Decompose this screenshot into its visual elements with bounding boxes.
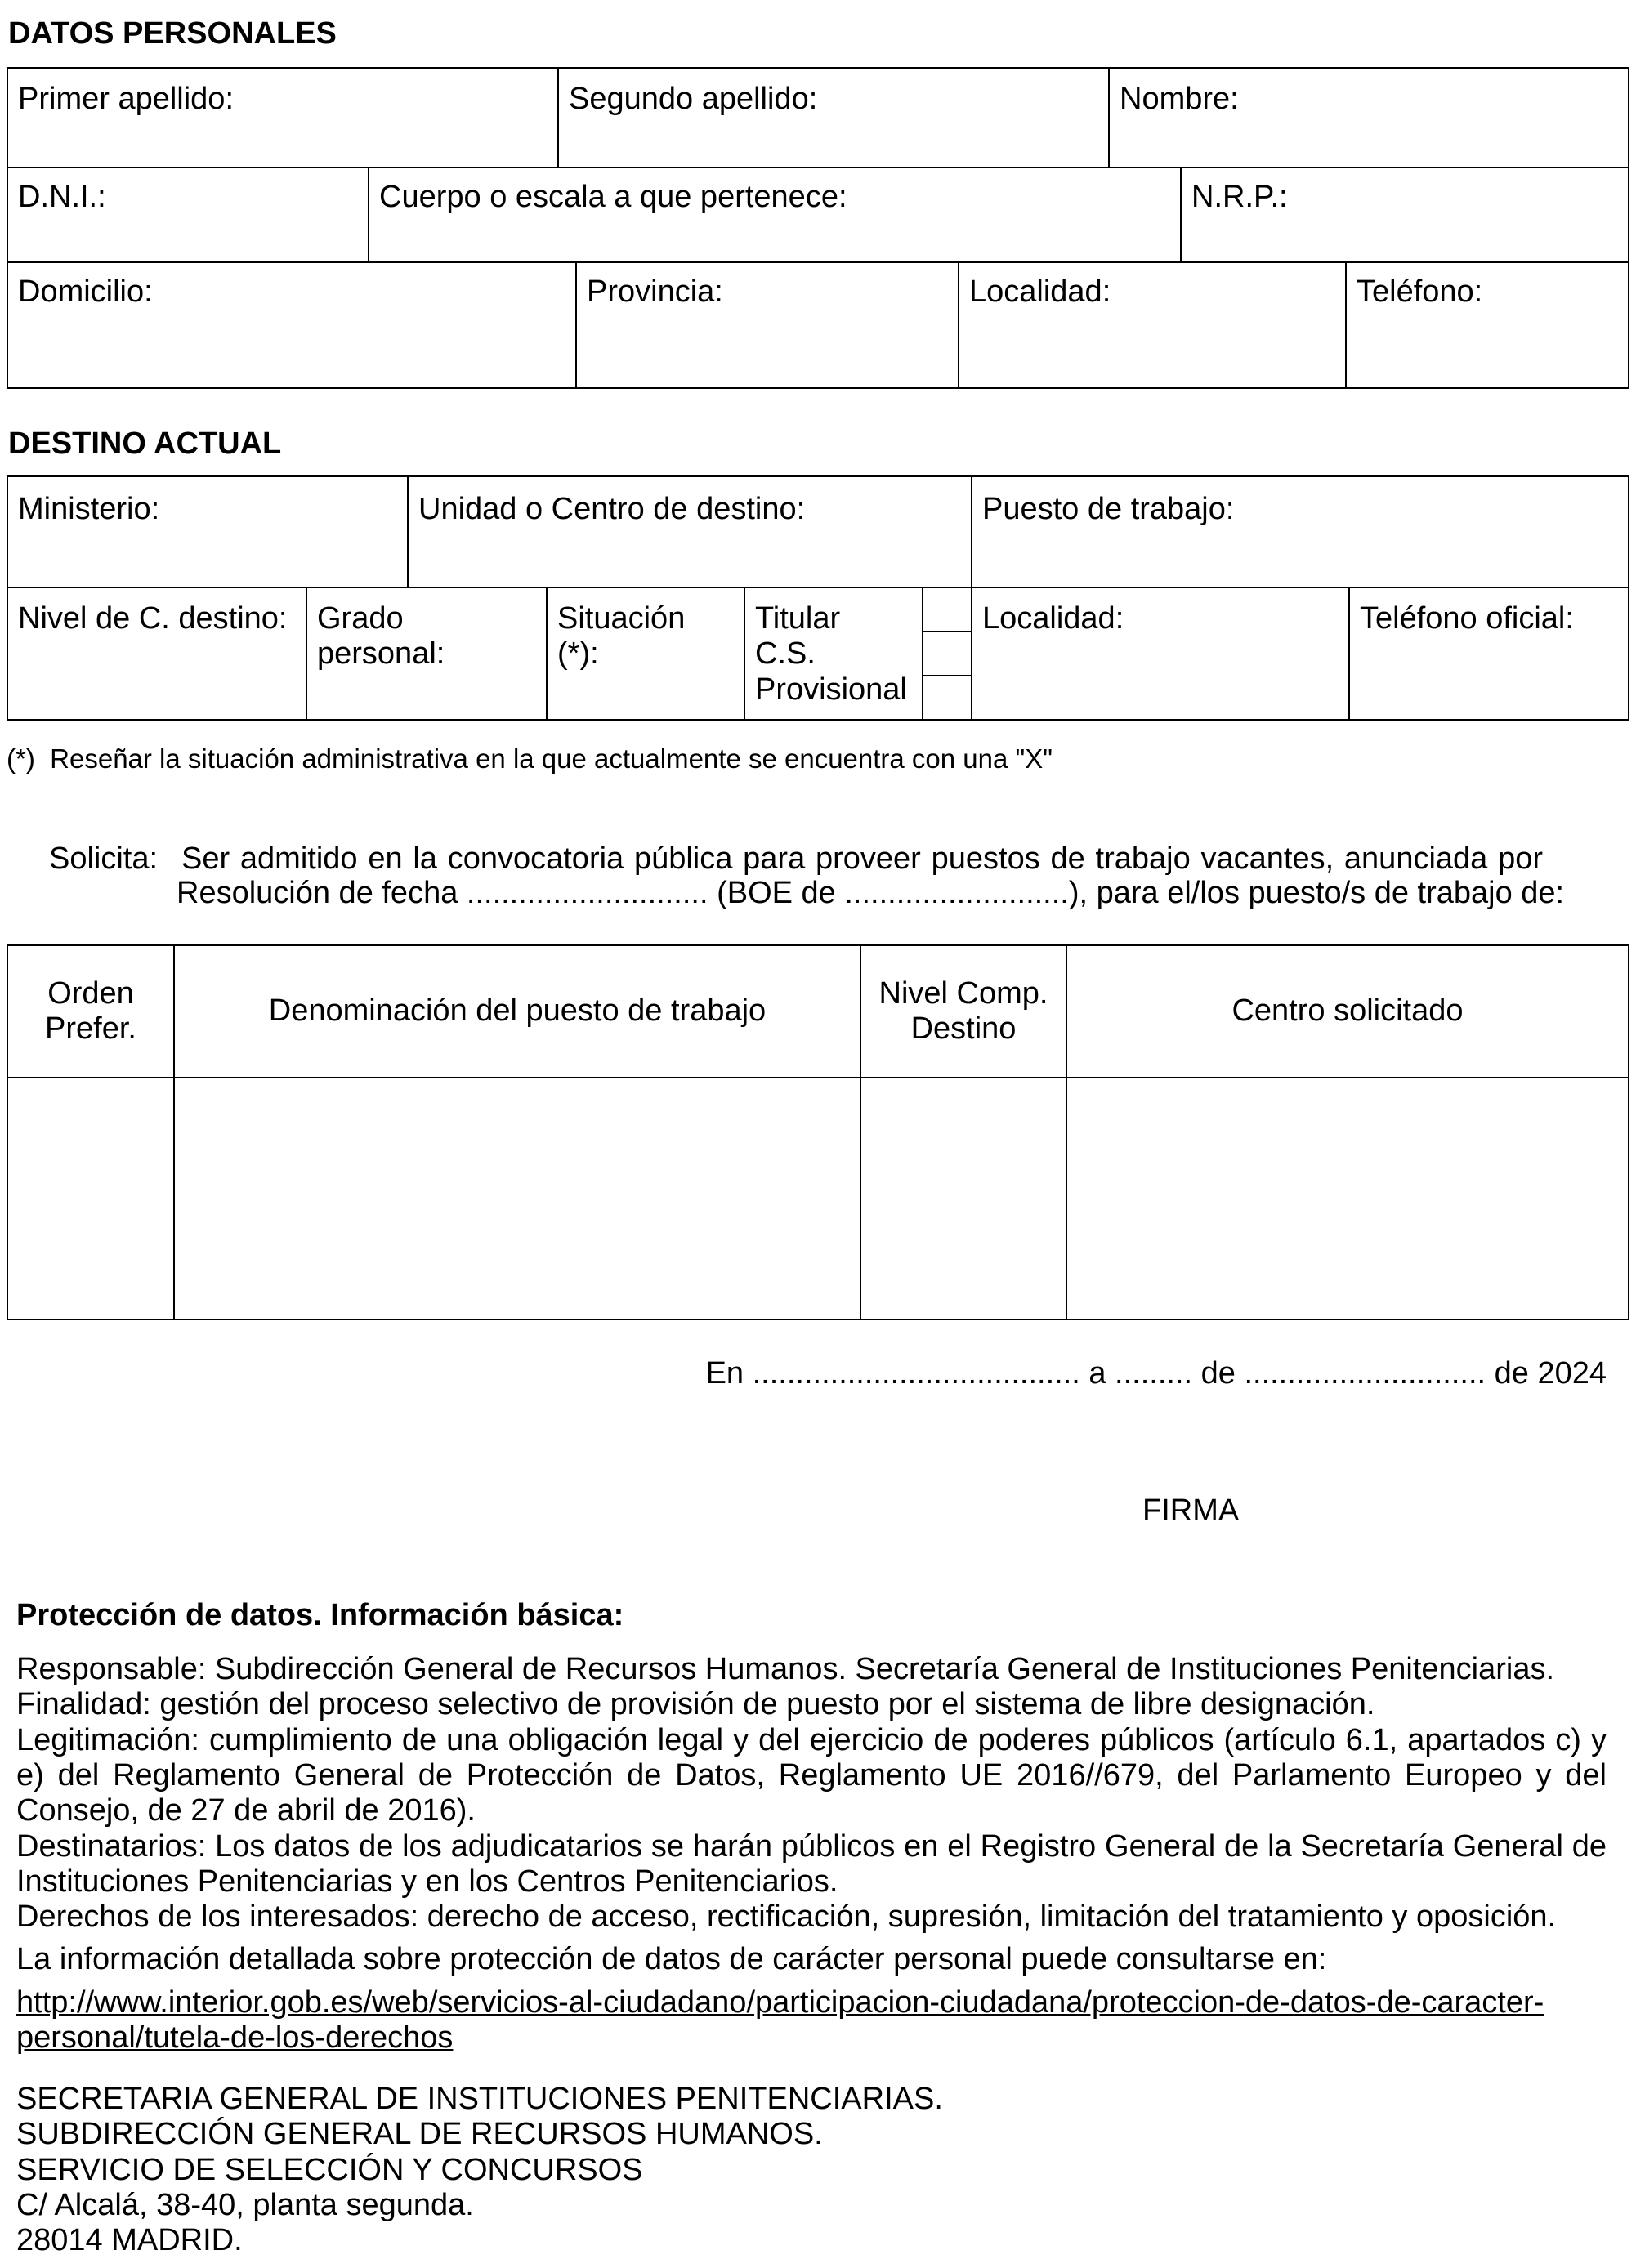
fecha-line: En ...................................... a ......... de ............................ de 2024	[705, 1356, 1607, 1391]
situacion-option-titular: Titular	[755, 601, 841, 636]
denominacion-input[interactable]	[175, 1078, 860, 1319]
address-line-2: SUBDIRECCIÓN GENERAL DE RECURSOS HUMANOS.	[16, 2117, 823, 2152]
header-denominacion: Denominación del puesto de trabajo	[268, 993, 767, 1029]
puesto-field[interactable]	[972, 482, 1628, 587]
segundo-apellido-label: Segundo apellido:	[569, 82, 818, 116]
telefono-oficial-label: Teléfono oficial:	[1360, 601, 1574, 636]
provincia-field[interactable]	[577, 265, 958, 387]
nivel-destino-field[interactable]	[8, 592, 306, 719]
cuerpo-field[interactable]	[369, 170, 1180, 261]
solicita-label: Solicita:	[49, 842, 159, 876]
proteccion-body	[16, 1652, 1607, 2056]
domicilio-label: Domicilio:	[18, 275, 153, 309]
dni-label: D.N.I.:	[18, 180, 106, 214]
situacion-option-provisional: Provisional	[755, 672, 907, 707]
address-line-3: SERVICIO DE SELECCIÓN Y CONCURSOS	[16, 2152, 643, 2187]
localidad-field[interactable]	[959, 265, 1345, 387]
nivel-destino-label: Nivel de C. destino:	[18, 601, 288, 636]
address-block	[16, 2082, 943, 2259]
address-line-4: C/ Alcalá, 38-40, planta segunda.	[16, 2187, 474, 2222]
address-line-1: SECRETARIA GENERAL DE INSTITUCIONES PENITENCIARIAS.	[16, 2082, 943, 2116]
situacion-label: Situación (*):	[557, 601, 686, 672]
primer-apellido-label: Primer apellido:	[18, 82, 234, 116]
datos-personales-table	[7, 67, 1629, 389]
legitimacion-text: Legitimación: cumplimiento de una obligación legal y del ejercicio de poderes públicos (artículo 6.1, apartados c) y e) del Reglamento General de Protección de Datos, Reglamento UE 2016//679, del Parlamento Europeo y del Consejo, de 27 de abril de 2016).	[16, 1722, 1607, 1828]
telefono-field[interactable]	[1347, 265, 1628, 387]
ministerio-label: Ministerio:	[18, 492, 160, 526]
nombre-field[interactable]	[1110, 72, 1628, 167]
datos-personales-heading: DATOS PERSONALES	[8, 16, 337, 51]
situacion-option-cs: C.S.	[755, 636, 816, 672]
orden-prefer-input[interactable]	[8, 1078, 173, 1319]
unidad-field[interactable]	[409, 482, 971, 587]
destino-actual-table	[7, 475, 1629, 721]
situacion-options	[745, 592, 922, 719]
cuerpo-label: Cuerpo o escala a que pertenece:	[379, 180, 847, 214]
info-text: La información detallada sobre protección de datos de carácter personal puede consultarse en:	[16, 1941, 1327, 1976]
checkbox-titular[interactable]	[923, 587, 971, 631]
nivel-comp-input[interactable]	[861, 1078, 1066, 1319]
proteccion-link[interactable]	[16, 1985, 1607, 2056]
header-orden-prefer: Orden Prefer.	[45, 976, 136, 1046]
situacion-cell	[548, 592, 744, 719]
header-nivel-comp: Nivel Comp. Destino	[878, 976, 1048, 1046]
solicita-line1: Ser admitido en la convocatoria pública para proveer puestos de trabajo vacantes, anunciada por	[181, 842, 1543, 876]
solicita-line2: Resolución de fecha ............................ (BOE de ..........................), para el/los puesto/s de trabajo de:	[177, 876, 1565, 910]
grado-personal-label: Grado personal:	[317, 601, 445, 672]
ministerio-field[interactable]	[8, 482, 407, 587]
firma-label: FIRMA	[1142, 1493, 1240, 1528]
destinatarios-text: Destinatarios: Los datos de los adjudicatarios se harán públicos en el Registro General de la Secretaría General de Instituciones Penitenciarias y en los Centros Penitenciarios.	[16, 1828, 1607, 1899]
telefono-oficial-field[interactable]	[1350, 592, 1628, 719]
centro-solicitado-input[interactable]	[1067, 1078, 1628, 1319]
checkbox-cs[interactable]	[923, 632, 971, 675]
unidad-label: Unidad o Centro de destino:	[418, 492, 806, 526]
responsable-text: Responsable: Subdirección General de Recursos Humanos. Secretaría General de Instituciones Penitenciarias.	[16, 1652, 1555, 1686]
destino-actual-heading: DESTINO ACTUAL	[8, 426, 282, 461]
localidad-destino-label: Localidad:	[982, 601, 1124, 636]
segundo-apellido-field[interactable]	[559, 72, 1108, 167]
finalidad-text: Finalidad: gestión del proceso selectivo de provisión de puesto por el sistema de libre designación.	[16, 1687, 1375, 1722]
primer-apellido-field[interactable]	[8, 72, 557, 167]
nrp-label: N.R.P.:	[1191, 180, 1288, 214]
localidad-destino-field[interactable]	[972, 592, 1348, 719]
address-line-5: 28014 MADRID.	[16, 2223, 243, 2258]
puesto-label: Puesto de trabajo:	[982, 492, 1235, 526]
grado-personal-field[interactable]	[307, 592, 546, 719]
footnote: (*) Reseñar la situación administrativa en la que actualmente se encuentra con una "X"	[7, 743, 1053, 774]
header-centro-solicitado: Centro solicitado	[1231, 993, 1464, 1029]
proteccion-heading: Protección de datos. Información básica:	[16, 1598, 624, 1632]
telefono-label: Teléfono:	[1357, 275, 1483, 309]
domicilio-field[interactable]	[8, 265, 575, 387]
nrp-field[interactable]	[1182, 170, 1628, 261]
proteccion-link-line1[interactable]: http://www.interior.gob.es/web/servicios-al-ciudadano/participacion-ciudadana/proteccion-de-datos-de-caracter-	[16, 1984, 1544, 2020]
checkbox-provisional[interactable]	[923, 676, 971, 719]
derechos-text: Derechos de los interesados: derecho de acceso, rectificación, supresión, limitación del tratamiento y oposición.	[16, 1900, 1557, 1935]
provincia-label: Provincia:	[587, 275, 723, 309]
dni-field[interactable]	[8, 170, 368, 261]
nombre-label: Nombre:	[1120, 82, 1239, 116]
proteccion-link-line2[interactable]: personal/tutela-de-los-derechos	[16, 2020, 454, 2056]
localidad-label: Localidad:	[969, 275, 1111, 309]
puestos-table	[7, 944, 1629, 1320]
